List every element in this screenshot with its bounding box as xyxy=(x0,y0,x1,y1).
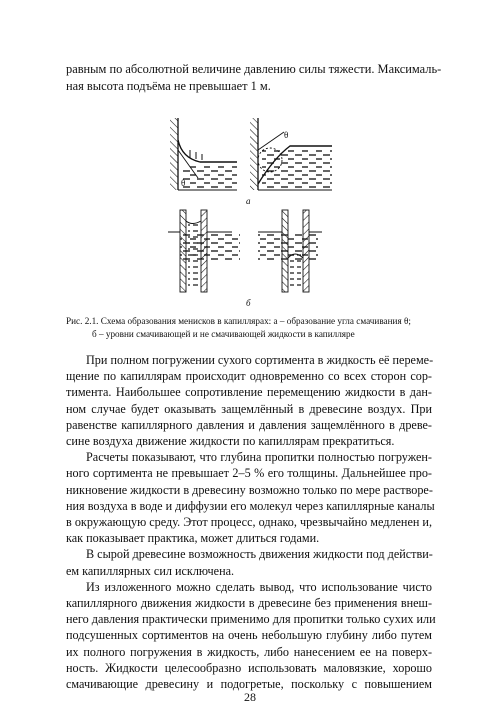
text-line: Из изложенного можно сделать вывод, что использование чисто xyxy=(86,579,432,594)
text-line: в окружающую среду. Этот процесс, однако, чрезвычайно медленен и, xyxy=(66,515,432,529)
text-line: щение по капиллярам происходит одновременно со всех сторон сор- xyxy=(66,369,432,384)
text-line: их полного погружения в жидкость, либо нанесением ее на поверх- xyxy=(66,644,432,659)
theta-label: θ xyxy=(181,178,186,188)
panel-a-wetting xyxy=(170,118,237,190)
text-line: ная высота подъёма не превышает 1 м. xyxy=(66,79,271,93)
text-line: Расчеты показывают, что глубина пропитки полностью погружен- xyxy=(86,450,432,465)
text-line: капиллярного движения жидкости в древесине без применения внеш- xyxy=(66,596,432,610)
page-number: 28 xyxy=(244,690,256,704)
panel-a-nonwetting xyxy=(250,118,332,190)
text-line: ния воздуха в воде и диффузии его молекул через капиллярные каналы xyxy=(66,498,435,513)
text-line: равенстве капиллярного давления и давления защемлённого в древе- xyxy=(66,417,432,432)
panel-b-wetting-capillary xyxy=(168,210,240,292)
text-line: подсушенных сортиментов на очень небольшую глубину либо путем xyxy=(66,628,432,643)
text-line: как показывает практика, может длиться годами. xyxy=(66,531,320,546)
panel-b-label: б xyxy=(246,298,251,308)
panel-b-nonwetting-capillary xyxy=(258,210,322,292)
text-line: никновение жидкости в древесину возможно только по мере растворе- xyxy=(66,482,433,497)
text-line: смачивающие древесину и подогретые, поскольку с повышением xyxy=(66,677,432,691)
text-line: равным по абсолютной величине давлению силы тяжести. Максималь- xyxy=(66,62,442,76)
text-line: При полном погружении сухого сортимента в жидкость её переме- xyxy=(86,353,434,367)
text-line: тимента. Наибольшее сопротивление перемещению жидкости в дан- xyxy=(66,385,432,400)
figure-caption-line: б – уровни смачивающей и не смачивающей жидкости в капилляре xyxy=(92,329,355,339)
text-line: ем капиллярных сил исключена. xyxy=(66,563,235,578)
text-line: него давления практически применимо для пропитки только сухих или xyxy=(66,612,436,627)
theta-label: θ xyxy=(284,130,289,140)
text-line: ность. Жидкости целесообразно использовать маловязкие, хорошо xyxy=(66,660,432,675)
text-line: сине воздуха движение жидкости по капиллярам прекратиться. xyxy=(66,434,395,448)
text-line: ном случае будет оказывать защемлённый в древесине воздух. При xyxy=(66,401,432,416)
figure-caption-line: Рис. 2.1. Схема образования менисков в капиллярах: а – образование угла смачивания θ; xyxy=(66,316,411,326)
text-line: ного сортимента не превышает 2–5 % его толщины. Дальнейшее про- xyxy=(66,466,432,481)
panel-a-label: а xyxy=(246,196,251,206)
text-line: В сырой древесине возможность движения жидкости под действи- xyxy=(86,547,433,562)
